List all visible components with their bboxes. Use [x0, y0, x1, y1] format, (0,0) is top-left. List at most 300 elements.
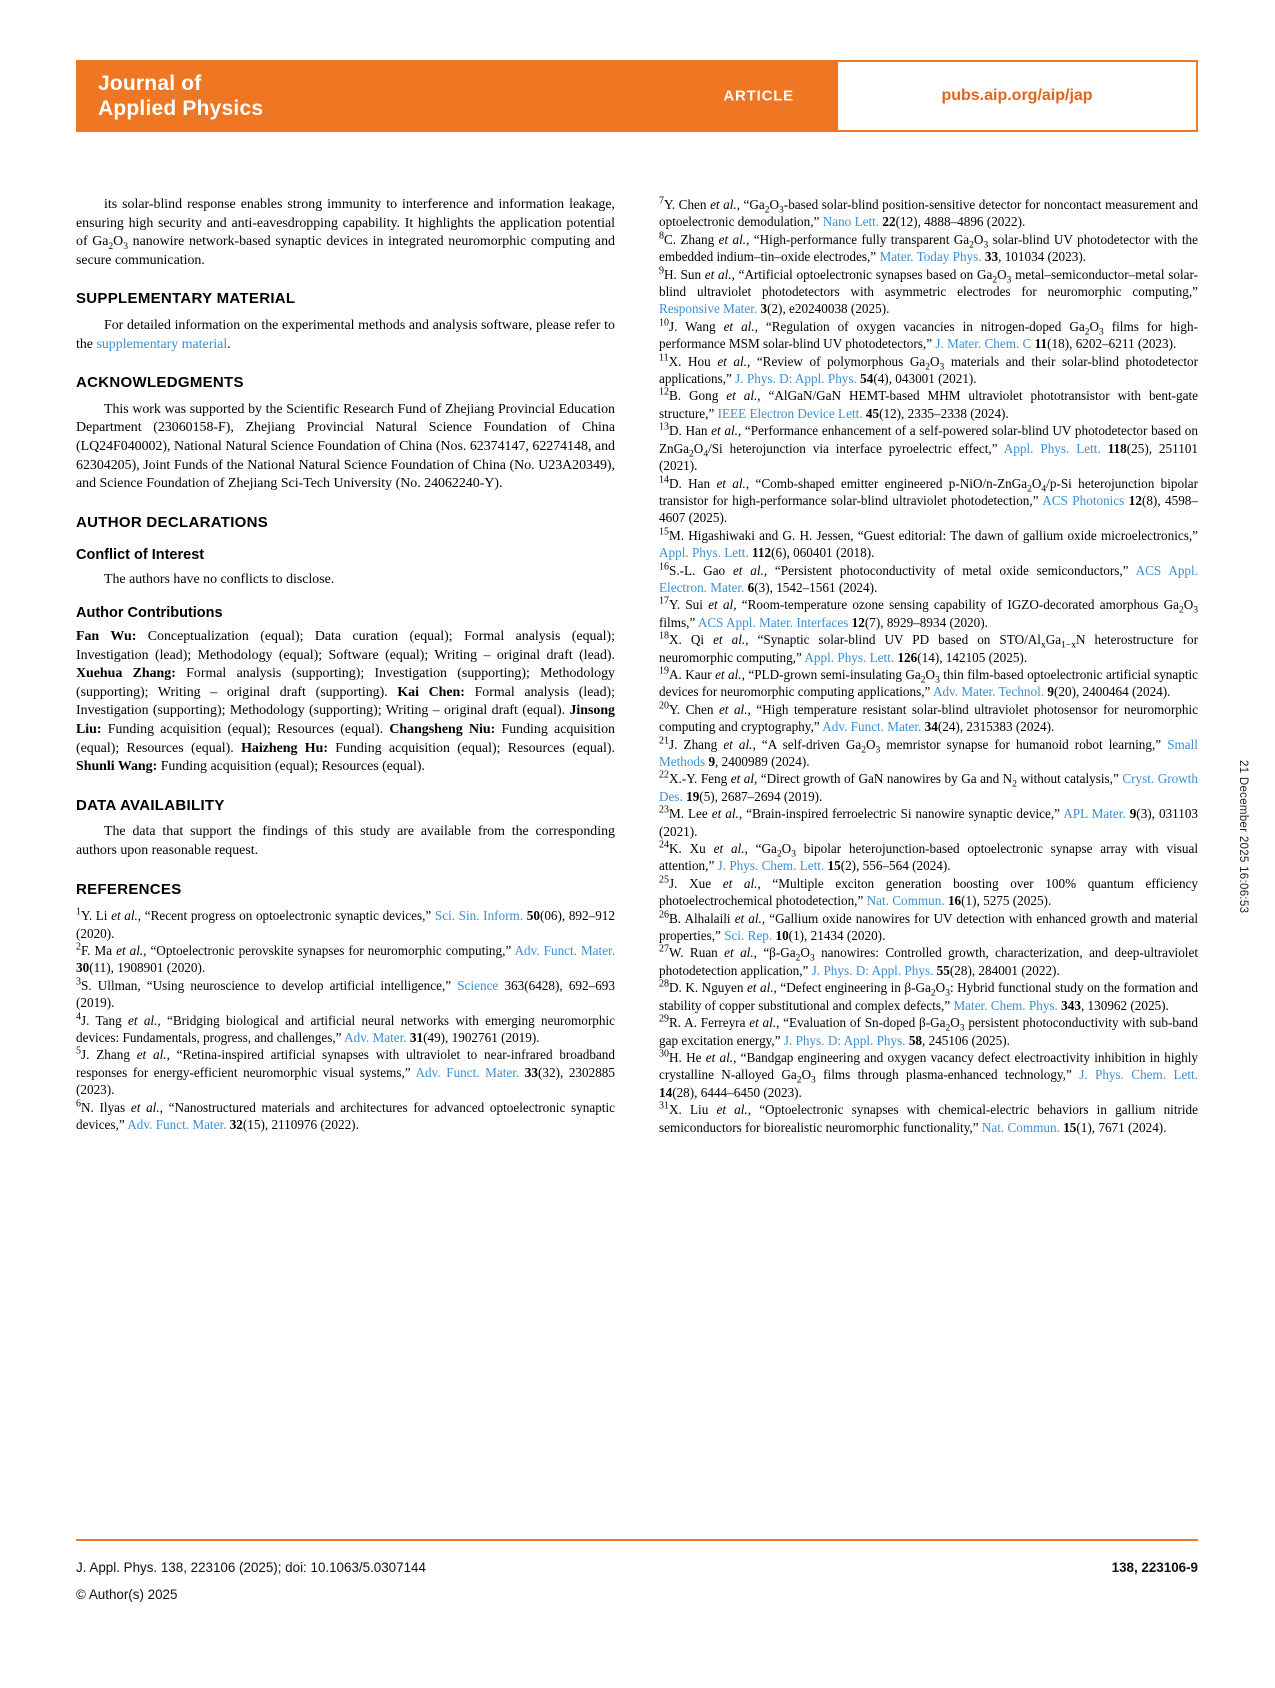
reference-subscript: 3 [875, 745, 881, 756]
reference-text: O [973, 231, 984, 247]
reference-number: 27 [659, 944, 669, 956]
reference-text: , “High temperature resistant solar-blind ultraviolet photosensor for neuromorphic computing and cryptography,” [659, 701, 1198, 735]
reference-text: O [925, 666, 936, 682]
reference-number: 4 [76, 1011, 81, 1023]
reference-text: K. Xu [669, 841, 714, 857]
reference-number: 26 [659, 909, 669, 921]
publisher-url-link[interactable]: pubs.aip.org/aip/jap [941, 87, 1093, 104]
heading-conflict-of-interest: Conflict of Interest [76, 547, 205, 564]
reference-text: /p-Si heterojunction bipolar transistor for high-performance solar-blind ultraviolet photodetection,” [659, 475, 1198, 508]
reference-item [76, 1012, 615, 1047]
reference-number: 16 [659, 561, 669, 573]
reference-journal-link[interactable]: Adv. Funct. Mater. [127, 1117, 227, 1133]
author-name: Jinsong Liu: [76, 703, 615, 738]
reference-text: , “Performance enhancement of a self-powered solar-blind UV photodetector based on ZnGa [659, 423, 1198, 456]
reference-text: (14), 142105 (2025). [917, 649, 1028, 665]
reference-text: S. Ullman, “Using neuroscience to develop artificial intelligence,” [81, 977, 458, 993]
reference-journal-link[interactable]: IEEE Electron Device Lett. [717, 405, 863, 421]
reference-text: X. Hou [668, 353, 718, 369]
reference-text: (25), 251101 (2021). [659, 440, 1199, 474]
reference-text: F. Ma [81, 943, 117, 959]
reference-volume: 343 [1061, 997, 1081, 1013]
reference-subscript: 2 [689, 449, 694, 460]
reference-text: O [950, 1015, 960, 1031]
reference-text: O [769, 197, 780, 212]
reference-text: : Hybrid functional study on the formation and stability of copper substitutional and complex defects,” [659, 980, 1198, 1013]
heading-acknowledgments: ACKNOWLEDGMENTS [76, 374, 244, 392]
reference-text: , “Artificial optoelectronic synapses based on Ga [731, 266, 993, 282]
reference-list-right [659, 196, 1198, 1136]
reference-text: nanowires: Controlled growth, characterization, and deep-ultraviolet photodetection application,” [659, 945, 1198, 978]
continued-paragraph-text: its solar-blind response enables strong immunity to interference and information leakage, ensuring high security and anti-eavesdropping capability. It highlights the application potential of $Ga_2O_3$ nanowire network-based synaptic devices in integrated neuromorphic computing and secure communication. [76, 197, 615, 268]
reference-etal: et al. [713, 632, 746, 648]
reference-text: S.-L. Gao [669, 562, 733, 578]
reference-etal: et al. [726, 388, 758, 404]
reference-text: (8), 4598–4607 (2025). [659, 492, 1198, 526]
reference-text: O [801, 1067, 812, 1083]
author-contribution-text: Funding acquisition (equal); Resources (equal). [157, 759, 425, 775]
reference-etal: et al. [724, 945, 754, 961]
reference-number: 7 [659, 195, 664, 207]
reference-text: O [1031, 475, 1042, 491]
reference-item [76, 977, 615, 1012]
reference-volume: 15 [1063, 1119, 1077, 1135]
reference-journal-link[interactable]: J. Phys. Chem. Lett. [717, 858, 825, 874]
reference-text: J. Zhang [81, 1047, 137, 1063]
reference-text: memristor synapse for humanoid robot learning,” [880, 736, 1168, 752]
reference-number: 14 [659, 474, 669, 486]
reference-text: (1), 5275 (2025). [961, 893, 1052, 909]
reference-etal: et al. [711, 806, 739, 822]
author-contributions-paragraph [76, 628, 615, 777]
reference-number: 8 [659, 230, 664, 242]
reference-volume: 9 [1047, 684, 1054, 700]
reference-item [659, 1049, 1198, 1101]
reference-volume: 16 [947, 893, 962, 909]
reference-journal-link[interactable]: J. Mater. Chem. C [935, 336, 1032, 352]
reference-text: O [800, 945, 810, 961]
reference-text: (28), 284001 (2022). [949, 962, 1060, 978]
reference-etal: et al. [716, 1102, 748, 1118]
reference-subscript: 2 [795, 954, 801, 965]
reference-volume: 19 [686, 788, 700, 804]
reference-etal: et al. [715, 666, 742, 682]
reference-text: (1), 7671 (2024). [1076, 1119, 1167, 1135]
reference-item [659, 840, 1198, 875]
reference-journal-link[interactable]: Small Methods [659, 736, 1198, 769]
reference-journal-link[interactable]: Mater. Today Phys. [879, 249, 982, 265]
page-footer [76, 1560, 1198, 1602]
right-column [659, 196, 1198, 1136]
reference-subscript: 2 [1027, 484, 1032, 495]
reference-item [76, 942, 615, 977]
reference-text: , “Recent progress on optoelectronic synaptic devices,” [137, 908, 435, 924]
reference-etal: et al. [717, 353, 747, 369]
reference-volume: 55 [936, 962, 950, 978]
reference-item [76, 1046, 615, 1098]
acknowledgments-paragraph: This work was supported by the Scientific Research Fund of Zhejiang Provincial Education Department (23060158-F), Zhejiang Provincial Natural Science Foundation of China (LQ24F040002), National Natural Science Foundation of China (Nos. 62374147, 62274148, and 62304205), Joint Funds of the National Natural Science Foundation of China (No. U23A20349), and Science Foundation of Zhejiang Sci-Tech University (No. 24062240-Y). [76, 401, 615, 492]
reference-text: films,” [659, 614, 698, 630]
reference-text: metal–semiconductor–metal solar-blind ultraviolet photodetectors with asymmetric electrodes for neuromorphic computing,” [659, 266, 1199, 300]
reference-journal-link[interactable]: Responsive Mater. [659, 301, 758, 317]
reference-subscript: 3 [811, 1075, 816, 1086]
reference-number: 1 [76, 906, 81, 918]
reference-text: films for high-performance MSM solar-blind UV photodetectors,” [659, 318, 1198, 352]
reference-journal-link[interactable]: Cryst. Growth Des. [659, 771, 1198, 804]
reference-journal-link[interactable]: Nat. Commun. [866, 893, 945, 909]
journal-title-line1: Journal of [98, 72, 202, 95]
reference-etal: et al [708, 597, 734, 613]
reference-journal-link[interactable]: ACS Photonics [1042, 492, 1125, 508]
heading-data-availability: DATA AVAILABILITY [76, 796, 225, 814]
reference-subscript: 2 [969, 240, 974, 251]
supplementary-text-after: . [227, 336, 231, 352]
reference-etal: et al. [734, 910, 762, 926]
reference-subscript: 3 [935, 675, 940, 686]
reference-text: (28), 6444–6450 (2023). [672, 1084, 802, 1100]
reference-text: /Si heterojunction via interface pyroelectric effect,” [708, 440, 1004, 456]
reference-journal-link[interactable]: Adv. Funct. Mater. [822, 719, 922, 735]
reference-item [76, 1099, 615, 1134]
reference-number: 25 [659, 874, 669, 886]
heading-references: REFERENCES [76, 880, 182, 898]
reference-text: D. Han [669, 475, 717, 491]
reference-volume: 14 [659, 1084, 673, 1100]
reference-subscript: 1−x [1061, 640, 1076, 651]
reference-text: O [1089, 318, 1099, 334]
reference-item [659, 596, 1198, 631]
reference-volume: 34 [924, 719, 938, 735]
reference-journal-link[interactable]: Appl. Phys. Lett. [804, 649, 895, 665]
heading-author-contributions: Author Contributions [76, 604, 223, 621]
reference-subscript: 3 [791, 849, 796, 860]
reference-subscript: 3 [983, 240, 989, 251]
reference-text: , “Nanostructured materials and architectures for advanced optoelectronic synaptic devices,” [76, 1099, 615, 1133]
reference-volume: 12 [851, 614, 865, 630]
reference-text: , “High-performance fully transparent Ga [746, 231, 970, 247]
reference-text: J. Wang [669, 318, 724, 334]
reference-text: , “Ga [744, 841, 777, 857]
reference-item [659, 875, 1198, 910]
reference-etal: et al. [718, 231, 747, 247]
reference-journal-link[interactable]: Sci. Rep. [724, 928, 773, 944]
reference-item [659, 387, 1198, 422]
reference-volume: 15 [827, 858, 841, 874]
reference-text: (06), 892–912 (2020). [76, 908, 615, 941]
reference-volume: 12 [1128, 492, 1142, 508]
reference-text: , 2400989 (2024). [715, 754, 810, 769]
reference-journal-link[interactable]: J. Phys. D: Appl. Phys. [735, 371, 857, 387]
reference-etal: et al. [746, 980, 774, 996]
reference-number: 19 [659, 665, 669, 677]
reference-journal-link[interactable]: ACS Appl. Electron. Mater. [659, 562, 1198, 595]
reference-text: A. Kaur [669, 666, 716, 682]
reference-text: , “Multiple exciton generation boosting over 100% quantum efficiency photoelectrochemical photodetection,” [659, 875, 1198, 909]
reference-subscript: 2 [764, 205, 770, 216]
reference-journal-link[interactable]: Adv. Funct. Mater. [514, 943, 616, 959]
reference-number: 2 [76, 941, 81, 953]
reference-item [659, 196, 1198, 231]
reference-subscript: 3 [1006, 275, 1012, 286]
reference-volume: 50 [526, 908, 540, 924]
reference-item [659, 701, 1198, 736]
reference-journal-link[interactable]: Appl. Phys. Lett. [1003, 440, 1101, 456]
reference-volume: 118 [1107, 440, 1127, 456]
reference-volume: 11 [1034, 336, 1048, 352]
reference-text: without catalysis,” [1016, 771, 1123, 787]
reference-text: , “Bridging biological and artificial neural networks with emerging neuromorphic devices: Fundamentals, progress, and challenges,” [76, 1012, 615, 1046]
reference-text: (49), 1902761 (2019). [423, 1030, 540, 1046]
reference-journal-link[interactable]: Adv. Mater. Technol. [932, 684, 1045, 700]
reference-list-left [76, 907, 615, 1133]
reference-text: J. Zhang [669, 736, 724, 752]
reference-text: materials and their solar-blind photodetector applications,” [659, 353, 1198, 387]
publisher-url-box[interactable] [836, 60, 1198, 132]
reference-volume: 112 [752, 545, 772, 561]
reference-etal: et al. [130, 1099, 160, 1115]
author-name: Fan Wu: [76, 629, 137, 645]
reference-text: O [997, 266, 1007, 282]
reference-etal: et al. [723, 736, 753, 752]
data-availability-paragraph: The data that support the findings of this study are available from the corresponding authors upon reasonable request. [76, 824, 615, 859]
reference-subscript: 3 [939, 362, 945, 373]
reference-text: B. Alhalaili [669, 910, 735, 926]
reference-text: X. Qi [669, 632, 714, 648]
reference-number: 15 [659, 526, 669, 538]
reference-number: 21 [659, 735, 669, 747]
reference-item [659, 1014, 1198, 1049]
reference-text: 363(6428), 692–693 (2019). [76, 977, 615, 1011]
author-name: Haizheng Hu: [241, 740, 328, 756]
reference-volume: 126 [897, 649, 918, 665]
reference-text: (12), 2335–2338 (2024). [879, 405, 1009, 421]
reference-subscript: 2 [925, 362, 930, 373]
reference-text: (20), 2400464 (2024). [1053, 684, 1171, 700]
reference-journal-link[interactable]: J. Phys. Chem. Lett. [1079, 1067, 1198, 1083]
reference-subscript: 2 [796, 1075, 802, 1086]
reference-text: , “Defect engineering in β-Ga [773, 980, 931, 996]
reference-text: films through plasma-enhanced technology,” [815, 1067, 1080, 1083]
reference-etal: et al. [716, 475, 746, 491]
footer-page-reference: 138, 223106-9 [1111, 1560, 1198, 1575]
reference-etal: et al. [705, 1049, 734, 1065]
reference-item [659, 944, 1198, 979]
author-contribution-text: Formal analysis (lead); Investigation (supporting); Methodology (supporting); Writing – original draft (equal). [76, 684, 616, 719]
reference-subscript: x [1040, 640, 1046, 651]
reference-item [659, 979, 1198, 1014]
reference-item [659, 231, 1198, 266]
reference-subscript: 2 [945, 1023, 951, 1034]
reference-etal: et al. [704, 266, 732, 282]
supplementary-paragraph [76, 317, 615, 354]
reference-number: 3 [76, 976, 81, 988]
reference-number: 12 [659, 387, 669, 399]
reference-text: , “PLD-grown semi-insulating Ga [741, 666, 921, 682]
reference-subscript: 3 [779, 205, 784, 216]
reference-etal: et al. [722, 875, 758, 891]
reference-text: persistent photoconductivity with sub-band gap excitation energy,” [659, 1015, 1198, 1048]
reference-subscript: 2 [992, 275, 998, 286]
reference-etal: et al. [111, 908, 138, 924]
reference-number: 31 [659, 1100, 669, 1112]
heading-supplementary-material: SUPPLEMENTARY MATERIAL [76, 290, 296, 308]
reference-item [659, 475, 1198, 527]
author-contribution-text: Funding acquisition (equal); Resources (equal). [101, 722, 390, 738]
reference-journal-link[interactable]: J. Phys. D: Appl. Phys. [811, 962, 934, 978]
author-contribution-text: Funding acquisition (equal); Resources (equal). [76, 722, 615, 756]
reference-text: O [781, 841, 792, 857]
reference-text: , “Persistent photoconductivity of metal oxide semiconductors,” [763, 562, 1136, 578]
reference-text: , “A self-driven Ga [752, 736, 862, 752]
footer-copyright: © Author(s) 2025 [76, 1587, 178, 1602]
reference-journal-link[interactable]: Nano Lett. [822, 214, 880, 230]
reference-text: , “Optoelectronic perovskite synapses for neuromorphic computing,” [143, 943, 515, 959]
reference-etal: et al. [718, 701, 748, 717]
reference-journal-link[interactable]: APL Mater. [1063, 806, 1126, 822]
reference-journal-link[interactable]: ACS Appl. Mater. Interfaces [697, 614, 849, 630]
reference-journal-link[interactable]: Adv. Funct. Mater. [415, 1064, 520, 1080]
reference-volume: 32 [229, 1117, 243, 1133]
reference-number: 22 [659, 770, 669, 782]
reference-subscript: 2 [1084, 327, 1090, 338]
reference-number: 24 [659, 839, 669, 851]
author-name: Xuehua Zhang: [76, 666, 176, 682]
reference-text: (18), 6202–6211 (2023). [1047, 336, 1177, 352]
journal-banner [76, 60, 836, 132]
reference-item [659, 318, 1198, 353]
reference-item [659, 266, 1198, 318]
reference-subscript: 3 [1193, 605, 1198, 616]
reference-text: J. Tang [81, 1012, 128, 1028]
reference-item [659, 736, 1198, 771]
reference-text: M. Lee [669, 806, 712, 822]
reference-text: (6), 060401 (2018). [771, 545, 875, 561]
reference-volume: 9 [1129, 806, 1137, 822]
reference-text: (15), 2110976 (2022). [242, 1117, 359, 1133]
reference-subscript: 2 [1178, 605, 1184, 616]
reference-text: , “β-Ga [753, 945, 796, 961]
reference-text: (1), 21434 (2020). [788, 928, 886, 944]
reference-subscript: 4 [703, 449, 709, 460]
reference-text: Y. Sui [669, 597, 709, 613]
reference-number: 17 [659, 595, 669, 607]
reference-journal-link[interactable]: Appl. Phys. Lett. [659, 545, 749, 561]
reference-etal: et al. [116, 943, 144, 959]
reference-subscript: 2 [930, 988, 936, 999]
reference-text: , “Brain-inspired ferroelectric Si nanowire synaptic device,” [738, 806, 1064, 822]
reference-subscript: 2 [776, 849, 782, 860]
author-contribution-text: Formal analysis (supporting); Investigation (supporting); Methodology (supporting); Writing – original draft (supporting). [76, 666, 615, 700]
reference-text: (4), 043001 (2021). [873, 371, 977, 387]
reference-number: 28 [659, 978, 669, 990]
supplementary-material-link[interactable]: supplementary material [96, 336, 228, 352]
reference-text: O [693, 440, 704, 456]
author-name: Changsheng Niu: [389, 722, 496, 738]
reference-journal-link[interactable]: Adv. Mater. [344, 1030, 407, 1046]
heading-author-declarations: AUTHOR DECLARATIONS [76, 513, 269, 531]
reference-text: , “Ga [736, 197, 765, 212]
reference-text: , 130962 (2025). [1080, 997, 1169, 1013]
reference-subscript: 3 [1099, 327, 1104, 338]
reference-text: C. Zhang [664, 231, 719, 247]
reference-text: (2), 556–564 (2024). [840, 858, 951, 874]
reference-text: , “Retina-inspired artificial synapses with ultraviolet to near-infrared broadband responses for energy-efficient neuromorphic visual systems,” [76, 1047, 615, 1080]
reference-subscript: 3 [945, 988, 950, 999]
reference-text: B. Gong [669, 388, 727, 404]
page-header [76, 60, 1198, 132]
reference-text: (3), 031103 (2021). [659, 806, 1199, 839]
reference-text: O [929, 353, 940, 369]
reference-text: solar-blind UV photodetector with the embedded indium–tin–oxide electrodes,” [659, 231, 1198, 265]
reference-item [659, 422, 1198, 474]
reference-item [659, 562, 1198, 597]
reference-text: (7), 8929–8934 (2020). [864, 614, 988, 630]
reference-journal-link[interactable]: J. Phys. D: Appl. Phys. [783, 1032, 906, 1048]
reference-item [659, 770, 1198, 805]
reference-volume: 54 [860, 371, 874, 387]
reference-item [659, 631, 1198, 666]
reference-text: , “Evaluation of Sn-doped β-Ga [776, 1015, 946, 1031]
reference-text: H. Sun [664, 266, 705, 282]
reference-etal: et al. [723, 318, 755, 334]
reference-text: R. A. Ferreyra [669, 1015, 750, 1031]
author-name: Shunli Wang: [76, 759, 158, 775]
reference-volume: 9 [708, 754, 716, 769]
reference-text: (3), 1542–1561 (2024). [754, 579, 878, 595]
reference-text: N. Ilyas [81, 1099, 131, 1115]
reference-text: Y. Chen [664, 197, 711, 212]
reference-text: , “Direct growth of GaN nanowires by Ga and N [754, 771, 1013, 787]
reference-volume: 45 [865, 405, 880, 421]
supplementary-text-before: For detailed information on the experimental methods and analysis software, please refer to the [76, 317, 615, 352]
reference-text: -based solar-blind position-sensitive detector for noncontact measurement and optoelectronic demodulation,” [659, 197, 1198, 230]
reference-item [76, 907, 615, 942]
reference-item [659, 1101, 1198, 1136]
reference-subscript: 2 [920, 675, 926, 686]
reference-number: 20 [659, 700, 669, 712]
reference-journal-link[interactable]: Science [457, 977, 499, 993]
reference-volume: 6 [747, 579, 755, 595]
reference-text: , “Comb-shaped emitter engineered p-NiO/n-ZnGa [745, 475, 1028, 491]
reference-item [659, 353, 1198, 388]
journal-title-line2: Applied Physics [98, 97, 264, 120]
two-column-body [76, 196, 1198, 1136]
reference-text: , “Gallium oxide nanowires for UV detection with enhanced growth and material properties,” [659, 910, 1198, 944]
article-type-label: ARTICLE [723, 87, 794, 105]
reference-journal-link[interactable]: Sci. Sin. Inform. [434, 908, 524, 924]
reference-journal-link[interactable]: Mater. Chem. Phys. [953, 997, 1058, 1013]
reference-etal: et al. [749, 1015, 777, 1031]
reference-volume: 33 [524, 1064, 538, 1080]
reference-item [659, 527, 1198, 562]
reference-text: , “Bandgap engineering and oxygen vacancy defect electroactivity inhibition in highly crystalline N-alloyed Ga [659, 1049, 1198, 1083]
reference-text: X. Liu [669, 1102, 717, 1118]
reference-etal: et al. [732, 562, 764, 578]
reference-text: N heterostructure for neuromorphic computing,” [659, 632, 1199, 665]
footer-citation: J. Appl. Phys. 138, 223106 (2025); doi: 10.1063/5.0307144 [76, 1560, 426, 1575]
reference-text: X.-Y. Feng [669, 771, 731, 787]
reference-text: J. Xue [669, 875, 723, 891]
reference-text: D. Han [669, 423, 712, 439]
reference-text: (24), 2315383 (2024). [937, 719, 1055, 735]
reference-item [659, 666, 1198, 701]
reference-subscript: 2 [861, 745, 866, 756]
footer-divider [76, 1539, 1198, 1541]
reference-journal-link[interactable]: Nat. Commun. [981, 1119, 1060, 1135]
reference-volume: 31 [409, 1030, 424, 1046]
continued-paragraph [76, 196, 615, 270]
reference-number: 6 [76, 1098, 81, 1110]
